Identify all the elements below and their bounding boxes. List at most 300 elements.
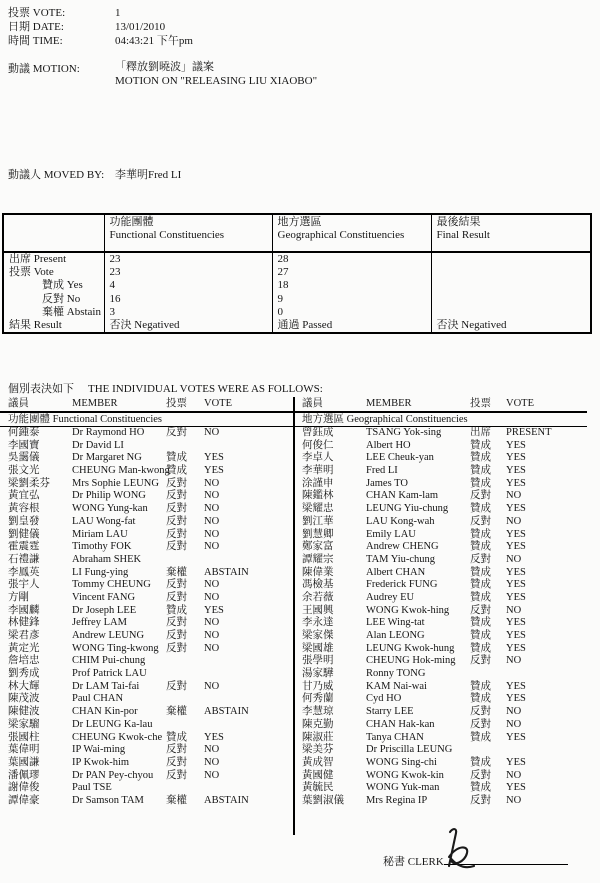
member-name-en: Starry LEE [366, 706, 414, 718]
member-name-en: LEE Wing-tat [366, 617, 425, 629]
member-name-zh: 甘乃威 [302, 680, 334, 692]
summary-gc-value: 18 [272, 279, 431, 292]
member-name-en: KAM Nai-wai [366, 680, 427, 692]
member-vote-zh: 反對 [166, 515, 187, 527]
member-name-en: Mrs Regina IP [366, 794, 428, 806]
member-name-zh: 李卓人 [302, 452, 334, 464]
member-vote-zh: 反對 [470, 706, 491, 718]
member-vote-zh: 贊成 [470, 731, 491, 743]
member-row [294, 529, 587, 542]
column-divider [293, 397, 295, 835]
member-row [294, 490, 587, 503]
member-vote-en: NO [506, 718, 522, 730]
member-name-zh: 林大輝 [8, 680, 40, 692]
member-vote-zh: 反對 [470, 718, 491, 730]
member-vote-zh: 贊成 [470, 541, 491, 553]
member-row [0, 490, 293, 503]
member-vote-en: YES [506, 579, 526, 591]
member-vote-zh: 反對 [166, 490, 187, 502]
col-member-en: MEMBER [72, 398, 118, 409]
individual-votes-heading [8, 380, 323, 396]
member-vote-zh: 反對 [166, 427, 187, 438]
member-row [294, 478, 587, 491]
member-name-en: Miriam LAU [72, 528, 128, 540]
member-name-zh: 張宇人 [8, 579, 40, 591]
summary-row-label: 棄權 Abstain [3, 306, 104, 319]
member-name-en: Jeffrey LAM [72, 617, 127, 629]
member-name-en: Tommy CHEUNG [72, 579, 151, 591]
member-vote-en: YES [506, 756, 526, 768]
member-name-en: Dr Samson TAM [72, 794, 144, 806]
member-vote-zh: 贊成 [470, 528, 491, 540]
member-vote-en: ABSTAIN [204, 566, 249, 578]
member-name-zh: 李永達 [302, 617, 334, 629]
member-vote-en: PRESENT [506, 427, 552, 438]
member-name-zh: 梁劉柔芬 [8, 477, 50, 489]
member-vote-zh: 贊成 [166, 604, 187, 616]
member-vote-en: NO [506, 490, 522, 502]
member-vote-zh [166, 440, 204, 453]
member-name-zh: 梁耀忠 [302, 503, 334, 515]
member-name-zh: 黃宜弘 [8, 490, 40, 502]
member-vote-en: YES [204, 604, 224, 616]
member-name-zh: 梁君彥 [8, 630, 40, 641]
member-vote-zh: 反對 [166, 680, 187, 692]
member-row [294, 516, 587, 529]
member-vote-en: YES [506, 630, 526, 641]
member-name-zh: 林健鋒 [8, 617, 40, 629]
member-name-en: Albert HO [366, 439, 411, 451]
summary-fc-value: 23 [104, 252, 272, 266]
member-vote-en: NO [506, 769, 522, 781]
member-vote-en: YES [506, 782, 526, 794]
member-row [294, 427, 587, 440]
member-name-zh: 何秀蘭 [302, 693, 334, 705]
member-vote-en: NO [506, 604, 522, 616]
member-vote-en [204, 440, 293, 453]
member-name-en: WONG Sing-chi [366, 756, 437, 768]
member-row [0, 503, 293, 516]
member-name-zh: 黃容根 [8, 503, 40, 515]
member-name-en: Vincent FANG [72, 591, 136, 603]
member-row [294, 554, 587, 567]
summary-gc-value: 9 [272, 293, 431, 306]
member-row [294, 681, 587, 694]
info-row [8, 6, 193, 20]
motion-title-en: MOTION ON "RELEASING LIU XIAOBO" [115, 75, 318, 87]
member-row [294, 668, 587, 681]
member-name-zh: 李國寶 [8, 439, 40, 451]
info-value: 1 [115, 7, 121, 19]
member-vote-en [204, 693, 293, 706]
fc-section-title: 功能團體 Functional Constituencies [0, 413, 293, 427]
member-vote-en: NO [204, 541, 220, 553]
summary-row-label: 結果 Result [3, 319, 104, 333]
member-vote-zh: 贊成 [470, 579, 491, 591]
member-row [0, 719, 293, 732]
member-row [294, 770, 587, 783]
member-name-zh: 李國麟 [8, 604, 40, 616]
member-vote-en: NO [204, 515, 220, 527]
member-name-en: Dr Philip WONG [72, 490, 146, 502]
member-name-en: Dr Joseph LEE [72, 604, 137, 616]
member-row [0, 693, 293, 706]
member-name-en: WONG Ting-kwong [72, 642, 159, 654]
gc-votes-column [294, 397, 587, 808]
member-vote-zh [166, 655, 204, 668]
member-name-zh: 劉秀成 [8, 668, 40, 680]
fc-member-rows [0, 427, 293, 808]
member-name-zh: 黃毓民 [302, 782, 334, 794]
member-vote-zh: 反對 [470, 553, 491, 565]
member-row [294, 643, 587, 656]
member-vote-en [204, 668, 293, 681]
member-row [294, 617, 587, 630]
member-vote-en [204, 655, 293, 668]
member-vote-zh: 反對 [166, 579, 187, 591]
member-vote-zh: 贊成 [470, 617, 491, 629]
summary-header-empty [3, 214, 104, 252]
member-vote-zh: 反對 [166, 591, 187, 603]
member-vote-zh [166, 554, 204, 567]
member-vote-en: YES [506, 617, 526, 629]
member-name-en: CHIM Pui-chung [72, 655, 146, 667]
member-vote-en: YES [506, 680, 526, 692]
member-name-zh: 何俊仁 [302, 439, 334, 451]
member-name-en: Dr Margaret NG [72, 452, 142, 464]
member-row [0, 770, 293, 783]
member-vote-en: YES [204, 452, 224, 464]
member-vote-zh: 反對 [470, 604, 491, 616]
info-label: 日期 DATE: [8, 21, 64, 33]
member-name-zh: 李慧琼 [302, 706, 334, 718]
member-name-zh: 曾鈺成 [302, 427, 334, 438]
member-vote-zh [166, 668, 204, 681]
gc-header-zh: 地方選區 [277, 216, 322, 228]
summary-final-value [431, 252, 591, 266]
member-vote-en [204, 719, 293, 732]
member-name-en: WONG Yung-kan [72, 503, 148, 515]
member-row [0, 655, 293, 668]
member-vote-zh: 反對 [166, 630, 187, 641]
member-name-zh: 劉健儀 [8, 528, 40, 540]
summary-fc-value: 4 [104, 279, 272, 292]
member-vote-zh: 贊成 [166, 465, 187, 477]
member-vote-zh: 贊成 [470, 452, 491, 464]
member-vote-en: NO [204, 756, 220, 768]
member-vote-en [506, 668, 587, 681]
summary-row [3, 319, 591, 333]
member-name-en: WONG Kwok-kin [366, 769, 444, 781]
member-name-en: Andrew CHENG [366, 541, 439, 553]
member-name-zh: 謝偉俊 [8, 782, 40, 794]
summary-final-value [431, 279, 591, 292]
member-vote-zh: 贊成 [470, 566, 491, 578]
member-vote-en: NO [204, 617, 220, 629]
member-vote-zh: 贊成 [470, 630, 491, 641]
fc-header-zh: 功能團體 [109, 216, 154, 228]
moved-by-label: 動議人 MOVED BY: [8, 169, 105, 181]
member-vote-zh: 贊成 [470, 439, 491, 451]
member-name-en: CHAN Hak-kan [366, 718, 435, 730]
member-name-zh: 陳克勤 [302, 718, 334, 730]
fc-votes-column [0, 397, 293, 808]
member-name-en: LAU Wong-fat [72, 515, 136, 527]
member-name-zh: 方剛 [8, 591, 29, 603]
member-vote-zh: 贊成 [470, 680, 491, 692]
summary-gc-value: 0 [272, 306, 431, 319]
summary-row-label: 投票 Vote [3, 266, 104, 279]
motion-label: 動議 MOTION: [8, 63, 80, 75]
member-name-zh: 張國柱 [8, 731, 40, 743]
member-row [0, 567, 293, 580]
vote-info-block [8, 6, 193, 48]
member-row [0, 427, 293, 440]
member-name-zh: 張學明 [302, 655, 334, 667]
summary-fc-value: 否決 Negatived [104, 319, 272, 333]
member-name-zh: 譚偉豪 [8, 794, 40, 806]
member-vote-zh: 反對 [166, 528, 187, 540]
member-name-en: Frederick FUNG [366, 579, 438, 591]
member-name-zh: 王國興 [302, 604, 334, 616]
member-name-zh: 陳健波 [8, 706, 40, 718]
member-row [294, 567, 587, 580]
member-name-en: LAU Kong-wah [366, 515, 435, 527]
member-name-zh: 李鳳英 [8, 566, 40, 578]
fc-header-en: Functional Constituencies [109, 229, 225, 241]
member-name-en: IP Wai-ming [72, 744, 126, 756]
member-vote-zh: 贊成 [470, 782, 491, 794]
member-row [0, 668, 293, 681]
summary-header-final [431, 214, 591, 252]
member-name-en: IP Kwok-him [72, 756, 130, 768]
summary-final-value [431, 293, 591, 306]
member-name-en: LEE Cheuk-yan [366, 452, 434, 464]
clerk-block [383, 852, 568, 869]
member-vote-en: YES [506, 477, 526, 489]
member-name-en: LEUNG Yiu-chung [366, 503, 449, 515]
member-vote-en: NO [204, 503, 220, 515]
member-vote-zh [166, 693, 204, 706]
member-row [0, 452, 293, 465]
info-value: 13/01/2010 [115, 21, 166, 33]
member-name-zh: 劉皇發 [8, 515, 40, 527]
member-row [294, 465, 587, 478]
member-row [294, 655, 587, 668]
member-vote-zh: 反對 [166, 769, 187, 781]
info-value: 04:43:21 下午pm [115, 35, 193, 47]
member-vote-zh: 贊成 [470, 756, 491, 768]
gc-column-header [294, 397, 587, 413]
col-vote-en: VOTE [506, 398, 534, 409]
member-vote-en: NO [204, 680, 220, 692]
member-row [294, 579, 587, 592]
member-vote-en: NO [204, 630, 220, 641]
member-row [294, 630, 587, 643]
member-row [294, 757, 587, 770]
member-row [0, 605, 293, 618]
summary-final-value: 否決 Negatived [431, 319, 591, 333]
member-row [0, 465, 293, 478]
summary-fc-value: 23 [104, 266, 272, 279]
member-row [0, 681, 293, 694]
col-member-zh: 議員 [8, 398, 29, 409]
member-name-en: Dr David LI [72, 439, 124, 451]
member-name-zh: 葉國謙 [8, 756, 40, 768]
member-row [294, 693, 587, 706]
summary-row [3, 279, 591, 292]
member-row [0, 440, 293, 453]
summary-gc-value: 通過 Passed [272, 319, 431, 333]
member-vote-zh: 反對 [470, 769, 491, 781]
gc-section-title: 地方選區 Geographical Constituencies [294, 413, 587, 427]
member-name-zh: 余若薇 [302, 591, 334, 603]
member-vote-zh: 反對 [166, 756, 187, 768]
member-vote-en: NO [506, 794, 522, 806]
member-vote-zh: 贊成 [470, 591, 491, 603]
member-row [0, 744, 293, 757]
member-name-en: LI Fung-ying [72, 566, 129, 578]
member-vote-en [506, 744, 587, 757]
member-name-en: Andrew LEUNG [72, 630, 145, 641]
member-vote-zh: 反對 [166, 744, 187, 756]
motion-title-zh: 「釋放劉曉波」議案 [115, 61, 214, 73]
member-row [0, 579, 293, 592]
member-name-zh: 馮檢基 [302, 579, 334, 591]
member-name-en: CHEUNG Man-kwong [72, 465, 170, 477]
member-name-zh: 葉劉淑儀 [302, 794, 344, 806]
member-row [0, 782, 293, 795]
info-row [8, 20, 193, 34]
member-vote-zh: 贊成 [166, 731, 187, 743]
member-vote-en: YES [506, 541, 526, 553]
member-row [0, 706, 293, 719]
col-member-en: MEMBER [366, 398, 412, 409]
member-name-zh: 吳靄儀 [8, 452, 40, 464]
member-name-en: Cyd HO [366, 693, 402, 705]
member-row [294, 541, 587, 554]
member-name-zh: 潘佩璆 [8, 769, 40, 781]
member-name-zh: 梁美芬 [302, 744, 334, 756]
member-name-en: LEUNG Kwok-hung [366, 642, 455, 654]
member-vote-zh: 贊成 [470, 693, 491, 705]
member-vote-zh: 反對 [166, 642, 187, 654]
member-row [0, 643, 293, 656]
member-name-en: Dr Raymond HO [72, 427, 145, 438]
member-vote-en: NO [506, 706, 522, 718]
member-vote-en: YES [506, 528, 526, 540]
member-name-zh: 湯家驊 [302, 668, 334, 680]
member-vote-zh: 出席 [470, 427, 491, 438]
member-row [294, 440, 587, 453]
member-name-zh: 陳淑莊 [302, 731, 334, 743]
member-name-en: Ronny TONG [366, 668, 426, 680]
member-row [294, 744, 587, 757]
member-vote-en: NO [204, 769, 220, 781]
member-vote-en: ABSTAIN [204, 794, 249, 806]
member-name-zh: 張文光 [8, 465, 40, 477]
summary-row [3, 306, 591, 319]
member-vote-zh: 贊成 [470, 465, 491, 477]
member-vote-zh: 贊成 [166, 452, 187, 464]
info-label: 投票 VOTE: [8, 7, 66, 19]
member-row [294, 795, 587, 808]
member-name-en: Abraham SHEK [72, 553, 142, 565]
summary-fc-value: 16 [104, 293, 272, 306]
member-vote-en [204, 782, 293, 795]
summary-header-gc [272, 214, 431, 252]
member-name-zh: 葉偉明 [8, 744, 40, 756]
member-name-zh: 劉慧卿 [302, 528, 334, 540]
member-vote-en: YES [506, 731, 526, 743]
member-name-en: CHEUNG Hok-ming [366, 655, 456, 667]
member-vote-en: ABSTAIN [204, 706, 249, 718]
member-name-zh: 梁國雄 [302, 642, 334, 654]
summary-final-value [431, 306, 591, 319]
member-vote-en: YES [506, 693, 526, 705]
member-vote-en: NO [204, 490, 220, 502]
member-vote-zh: 棄權 [166, 706, 187, 718]
member-name-en: Paul CHAN [72, 693, 124, 705]
member-vote-en: NO [204, 477, 220, 489]
member-name-zh: 詹培忠 [8, 655, 40, 667]
member-name-zh: 梁家傑 [302, 630, 334, 641]
summary-row [3, 266, 591, 279]
member-row [0, 554, 293, 567]
summary-gc-value: 27 [272, 266, 431, 279]
member-row [0, 795, 293, 808]
member-vote-zh: 反對 [470, 655, 491, 667]
member-vote-en: YES [204, 731, 224, 743]
member-name-zh: 黃國健 [302, 769, 334, 781]
member-name-en: Dr LAM Tai-fai [72, 680, 140, 692]
member-name-en: Dr PAN Pey-chyou [72, 769, 154, 781]
member-vote-zh [166, 719, 204, 732]
member-name-en: Alan LEONG [366, 630, 425, 641]
member-vote-en: YES [506, 465, 526, 477]
member-row [0, 617, 293, 630]
final-header-en: Final Result [436, 229, 490, 241]
member-vote-en: NO [204, 427, 220, 438]
member-vote-en: NO [204, 528, 220, 540]
summary-row-label: 出席 Present [3, 252, 104, 266]
member-vote-en: NO [204, 591, 220, 603]
member-vote-zh: 反對 [470, 490, 491, 502]
member-vote-zh: 棄權 [166, 566, 187, 578]
member-row [294, 452, 587, 465]
member-name-zh: 陳偉業 [302, 566, 334, 578]
col-vote-zh: 投票 [166, 398, 187, 409]
gc-header-en: Geographical Constituencies [277, 229, 405, 241]
member-name-zh: 陳茂波 [8, 693, 40, 705]
member-vote-zh: 反對 [470, 515, 491, 527]
member-vote-zh [470, 744, 506, 757]
member-name-en: Emily LAU [366, 528, 416, 540]
col-vote-zh: 投票 [470, 398, 491, 409]
member-vote-en: NO [506, 515, 522, 527]
member-row [294, 782, 587, 795]
member-row [0, 732, 293, 745]
member-vote-zh: 反對 [166, 541, 187, 553]
col-vote-en: VOTE [204, 398, 232, 409]
member-name-en: Paul TSE [72, 782, 112, 794]
member-name-en: Prof Patrick LAU [72, 668, 147, 680]
member-name-zh: 石禮謙 [8, 553, 40, 565]
member-vote-zh: 反對 [166, 477, 187, 489]
member-vote-zh: 贊成 [470, 642, 491, 654]
member-vote-en: NO [204, 579, 220, 591]
member-vote-en: YES [506, 503, 526, 515]
